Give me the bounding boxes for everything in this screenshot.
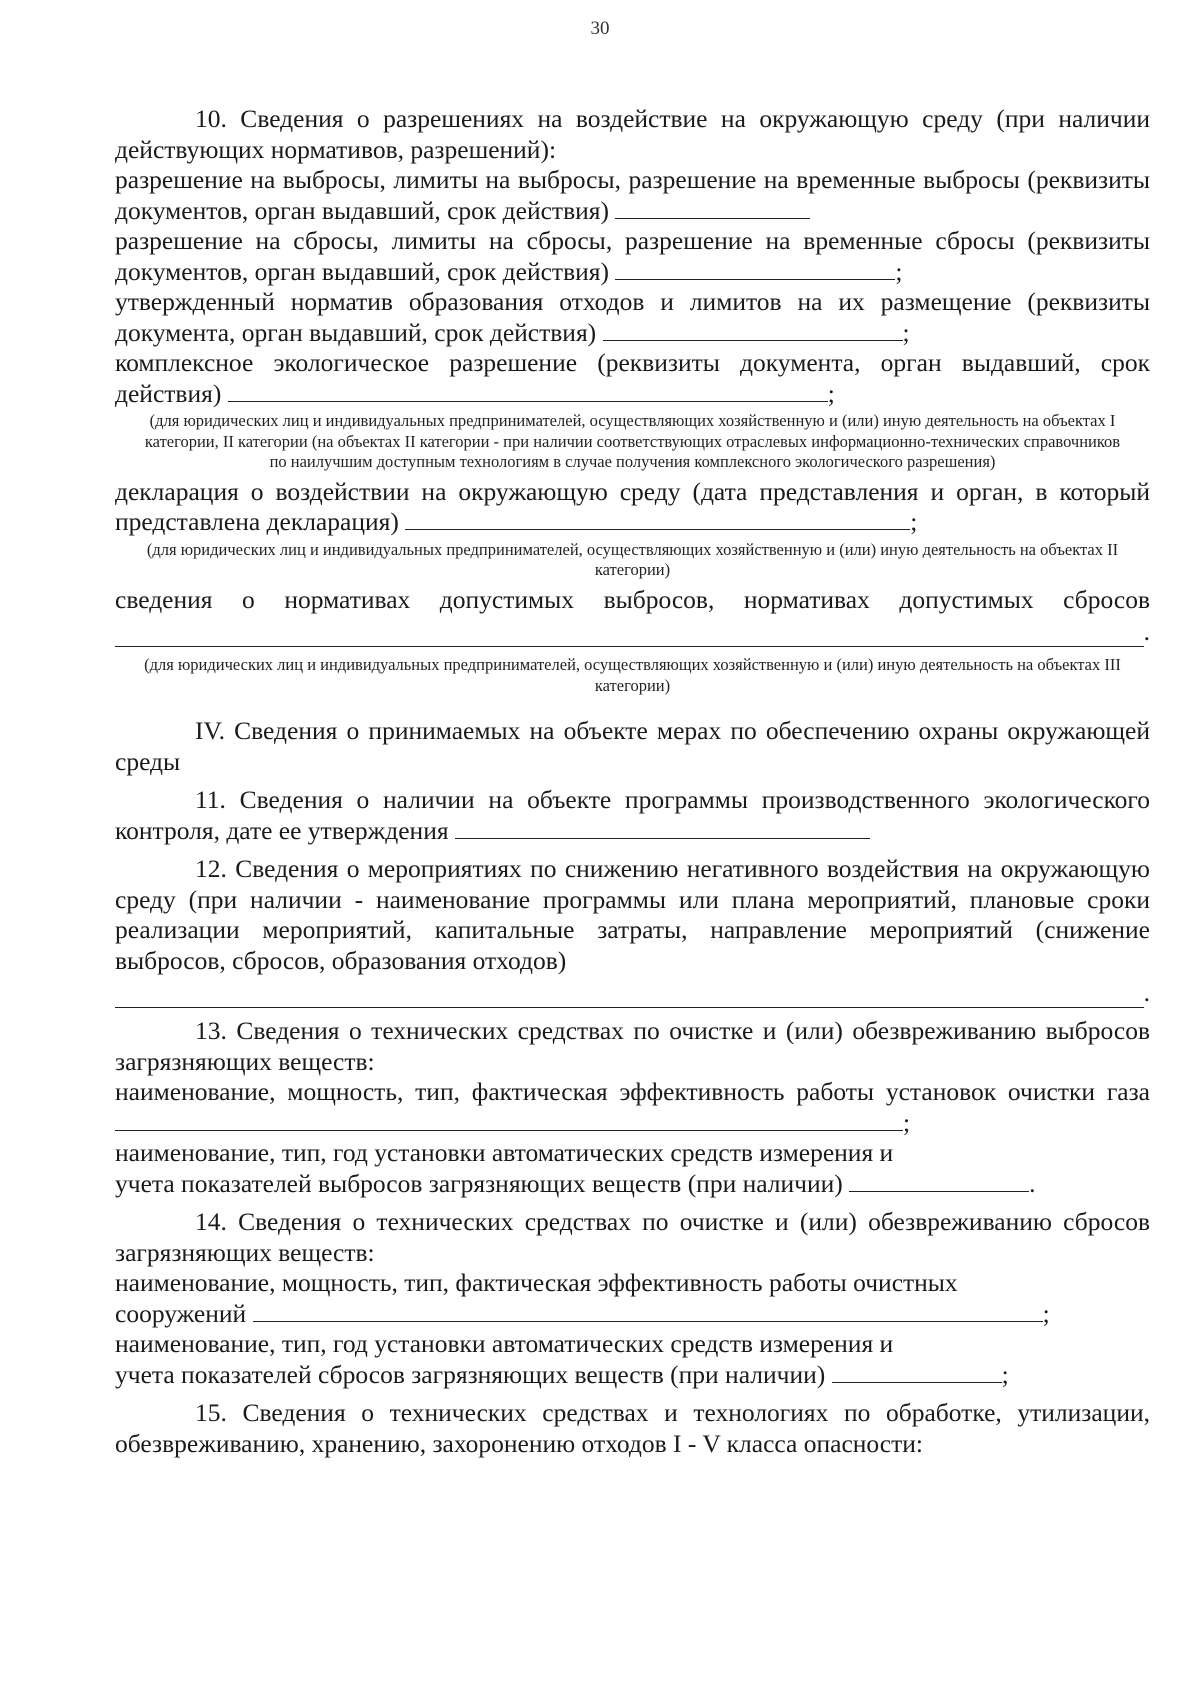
s10-norms: сведения о нормативах допустимых выбросов, нормативах допустимых сбросов: [115, 584, 1150, 614]
measures-field-row: [115, 978, 1150, 1008]
s13-gas-cleaning-label: наименование, мощность, тип, фактическая эффективность работы установок очистки газа: [115, 1077, 1150, 1106]
s10-title: 10. Сведения о разрешениях на воздействие на окружающую среду (при наличии действующих нормативов, разрешений):: [115, 104, 1150, 164]
s14-auto-line2: [115, 1360, 1150, 1391]
s15-text: 15. Сведения о технических средствах и технологиях по обработке, утилизации, обезвреживанию, хранению, захоронению отходов I - V класса опасности:: [115, 1398, 1150, 1458]
semicolon: ;: [902, 317, 910, 347]
page-number: 30: [590, 18, 610, 39]
semicolon: ;: [910, 507, 918, 536]
s14-auto-label: учета показателей сбросов загрязняющих веществ (при наличии): [115, 1359, 826, 1389]
semicolon: ;: [1001, 1359, 1009, 1389]
discharges-auto-means-field[interactable]: [832, 1360, 1002, 1383]
s10-discharges-permit-label: разрешение на сбросы, лимиты на сбросы, разрешение на временные сбросы (реквизиты документов, орган выдавший, срок действия): [115, 226, 1150, 286]
declaration-field[interactable]: [405, 507, 910, 530]
s14-treatment-line2: [115, 1299, 1150, 1330]
s10-declaration: [115, 477, 1150, 538]
s11-label: 11. Сведения о наличии на объекте программы производственного экологического контроля, дате ее утверждения: [115, 785, 1150, 845]
emissions-auto-means-field[interactable]: [849, 1169, 1029, 1192]
document-body: [115, 104, 1150, 1459]
s10-declaration-label: декларация о воздействии на окружающую среду (дата представления и орган, в который представлена декларация): [115, 476, 1150, 536]
period: .: [1143, 616, 1150, 646]
s10-waste-norm-label: утвержденный норматив образования отходов и лимитов на их размещение (реквизиты документа, орган выдавший, срок действия): [115, 287, 1150, 347]
s10-discharges-permit: [115, 226, 1150, 287]
s14-auto-line1: наименование, тип, год установки автоматических средств измерения и: [115, 1329, 894, 1358]
discharges-permit-field[interactable]: [615, 257, 895, 280]
period: .: [1143, 977, 1150, 1007]
measures-field[interactable]: [115, 985, 1144, 1008]
s10-emissions-permit-label: разрешение на выбросы, лимиты на выбросы, разрешение на временные выбросы (реквизиты документов, орган выдавший, срок действия): [115, 165, 1150, 225]
s13-auto-line2: [115, 1169, 1150, 1200]
s10-note-norms: (для юридических лиц и индивидуальных предпринимателей, осуществляющих хозяйственную и (или) иную деятельность на объектах III категории): [144, 655, 1121, 695]
s11-text: [115, 785, 1150, 846]
s10-note-complex: (для юридических лиц и индивидуальных предпринимателей, осуществляющих хозяйственную и (или) иную деятельность на объектах I категории, II категории (на объектах II категории - при наличии соответствующих отраслевых информационно-технических справочников по наилучшим доступным технологиям в случае получения комплексного экологического разрешения): [144, 411, 1121, 471]
section-iv-title: IV. Сведения о принимаемых на объекте мерах по обеспечению охраны окружающей среды: [115, 716, 1150, 776]
pek-program-field[interactable]: [455, 816, 870, 839]
s10-note-declaration: (для юридических лиц и индивидуальных предпринимателей, осуществляющих хозяйственную и (или) иную деятельность на объектах II категории): [146, 539, 1119, 579]
s14-treatment-label: сооружений: [115, 1298, 247, 1328]
s14-title: 14. Сведения о технических средствах по очистке и (или) обезвреживанию сбросов загрязняющих веществ:: [115, 1207, 1150, 1267]
s10-emissions-permit: [115, 165, 1150, 226]
s12-text: 12. Сведения о мероприятиях по снижению негативного воздействия на окружающую среду (при наличии - наименование программы или плана мероприятий, плановые сроки реализации мероприятий, капитальные затраты, направление мероприятий (снижение выбросов, сбросов, образования отходов): [115, 854, 1150, 975]
s10-complex-permit-label: комплексное экологическое разрешение (реквизиты документа, орган выдавший, срок действия): [115, 348, 1150, 408]
treatment-facilities-field[interactable]: [253, 1299, 1043, 1322]
norms-field-row: [115, 617, 1150, 647]
s13-auto-line1: наименование, тип, год установки автоматических средств измерения и: [115, 1138, 894, 1167]
s10-waste-norm: [115, 287, 1150, 348]
semicolon: ;: [903, 1107, 911, 1137]
waste-norm-field[interactable]: [603, 318, 903, 341]
s14-treatment-line1: наименование, мощность, тип, фактическая эффективность работы очистных: [115, 1268, 958, 1297]
s13-auto-label: учета показателей выбросов загрязняющих веществ (при наличии): [115, 1168, 843, 1198]
period: .: [1029, 1168, 1036, 1198]
emissions-permit-field[interactable]: [615, 196, 810, 219]
s13-gas-cleaning: [115, 1077, 1150, 1138]
complex-permit-field[interactable]: [228, 379, 828, 402]
norms-field[interactable]: [115, 624, 1144, 647]
semicolon: ;: [1042, 1298, 1050, 1328]
s10-complex-permit: [115, 348, 1150, 409]
gas-cleaning-field[interactable]: [115, 1108, 903, 1131]
s13-title: 13. Сведения о технических средствах по очистке и (или) обезвреживанию выбросов загрязняющих веществ:: [115, 1016, 1150, 1076]
semicolon: ;: [827, 378, 835, 408]
semicolon: ;: [895, 256, 903, 286]
